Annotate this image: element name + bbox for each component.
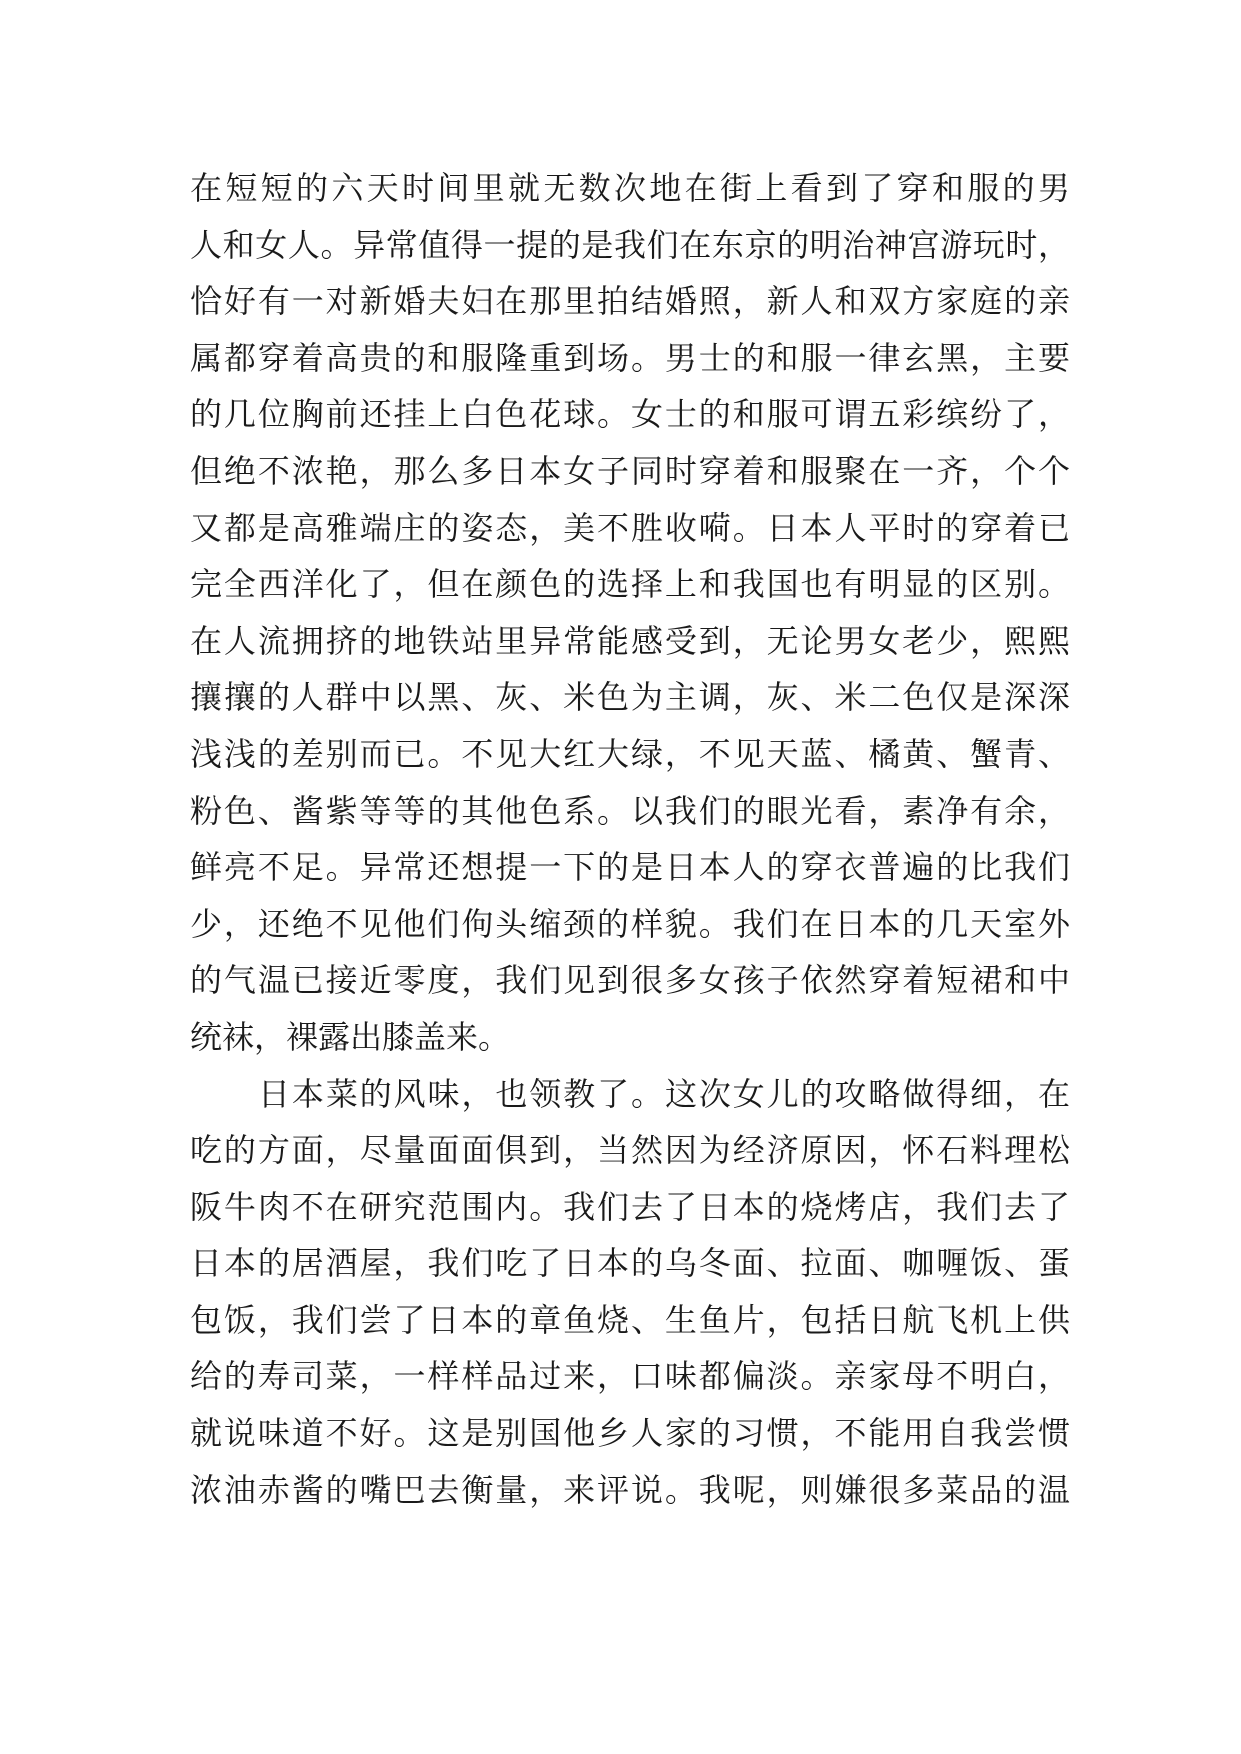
- body-text: [190, 160, 1070, 1518]
- text-line: 但绝不浓艳，那么多日本女子同时穿着和服聚在一齐，个个: [190, 451, 1070, 490]
- text-line: 阪牛肉不在研究范围内。我们去了日本的烧烤店，我们去了: [190, 1187, 1070, 1226]
- text-line: 吃的方面，尽量面面俱到，当然因为经济原因，怀石料理松: [190, 1131, 1070, 1170]
- text-line: 恰好有一对新婚夫妇在那里拍结婚照，新人和双方家庭的亲: [190, 282, 1070, 321]
- text-line: 攘攘的人群中以黑、灰、米色为主调，灰、米二色仅是深深: [190, 678, 1070, 717]
- text-line: 完全西洋化了，但在颜色的选择上和我国也有明显的区别。: [190, 565, 1070, 604]
- text-line: 在短短的六天时间里就无数次地在街上看到了穿和服的男: [190, 169, 1070, 207]
- text-line: 的气温已接近零度，我们见到很多女孩子依然穿着短裙和中: [190, 961, 1070, 1000]
- text-line: 鲜亮不足。异常还想提一下的是日本人的穿衣普遍的比我们: [190, 848, 1070, 887]
- text-line: 粉色、酱紫等等的其他色系。以我们的眼光看，素净有余，: [190, 791, 1070, 830]
- text-line: 在人流拥挤的地铁站里异常能感受到，无论男女老少，熙熙: [190, 621, 1070, 660]
- text-line: 浓油赤酱的嘴巴去衡量，来评说。我呢，则嫌很多菜品的温: [190, 1470, 1070, 1509]
- text-line: 人和女人。异常值得一提的是我们在东京的明治神宫游玩时，: [190, 225, 1070, 264]
- text-line: 属都穿着高贵的和服隆重到场。男士的和服一律玄黑，主要: [190, 338, 1070, 377]
- paragraph-end-line: 统袜，裸露出膝盖来。: [190, 1017, 511, 1056]
- text-line: 给的寿司菜，一样样品过来，口味都偏淡。亲家母不明白，: [190, 1357, 1070, 1396]
- text-line: 包饭，我们尝了日本的章鱼烧、生鱼片，包括日航飞机上供: [190, 1300, 1070, 1339]
- text-line: 少，还绝不见他们佝头缩颈的样貌。我们在日本的几天室外: [190, 904, 1070, 943]
- text-line: 的几位胸前还挂上白色花球。女士的和服可谓五彩缤纷了，: [190, 395, 1070, 434]
- text-line: 就说味道不好。这是别国他乡人家的习惯，不能用自我尝惯: [190, 1414, 1070, 1453]
- text-line: 浅浅的差别而已。不见大红大绿，不见天蓝、橘黄、蟹青、: [190, 734, 1070, 773]
- text-line: 日本的居酒屋，我们吃了日本的乌冬面、拉面、咖喱饭、蛋: [190, 1244, 1070, 1283]
- paragraph-first-line: 日本菜的风味，也领教了。这次女儿的攻略做得细，在: [258, 1074, 1070, 1113]
- text-line: 又都是高雅端庄的姿态，美不胜收嗬。日本人平时的穿着已: [190, 508, 1070, 547]
